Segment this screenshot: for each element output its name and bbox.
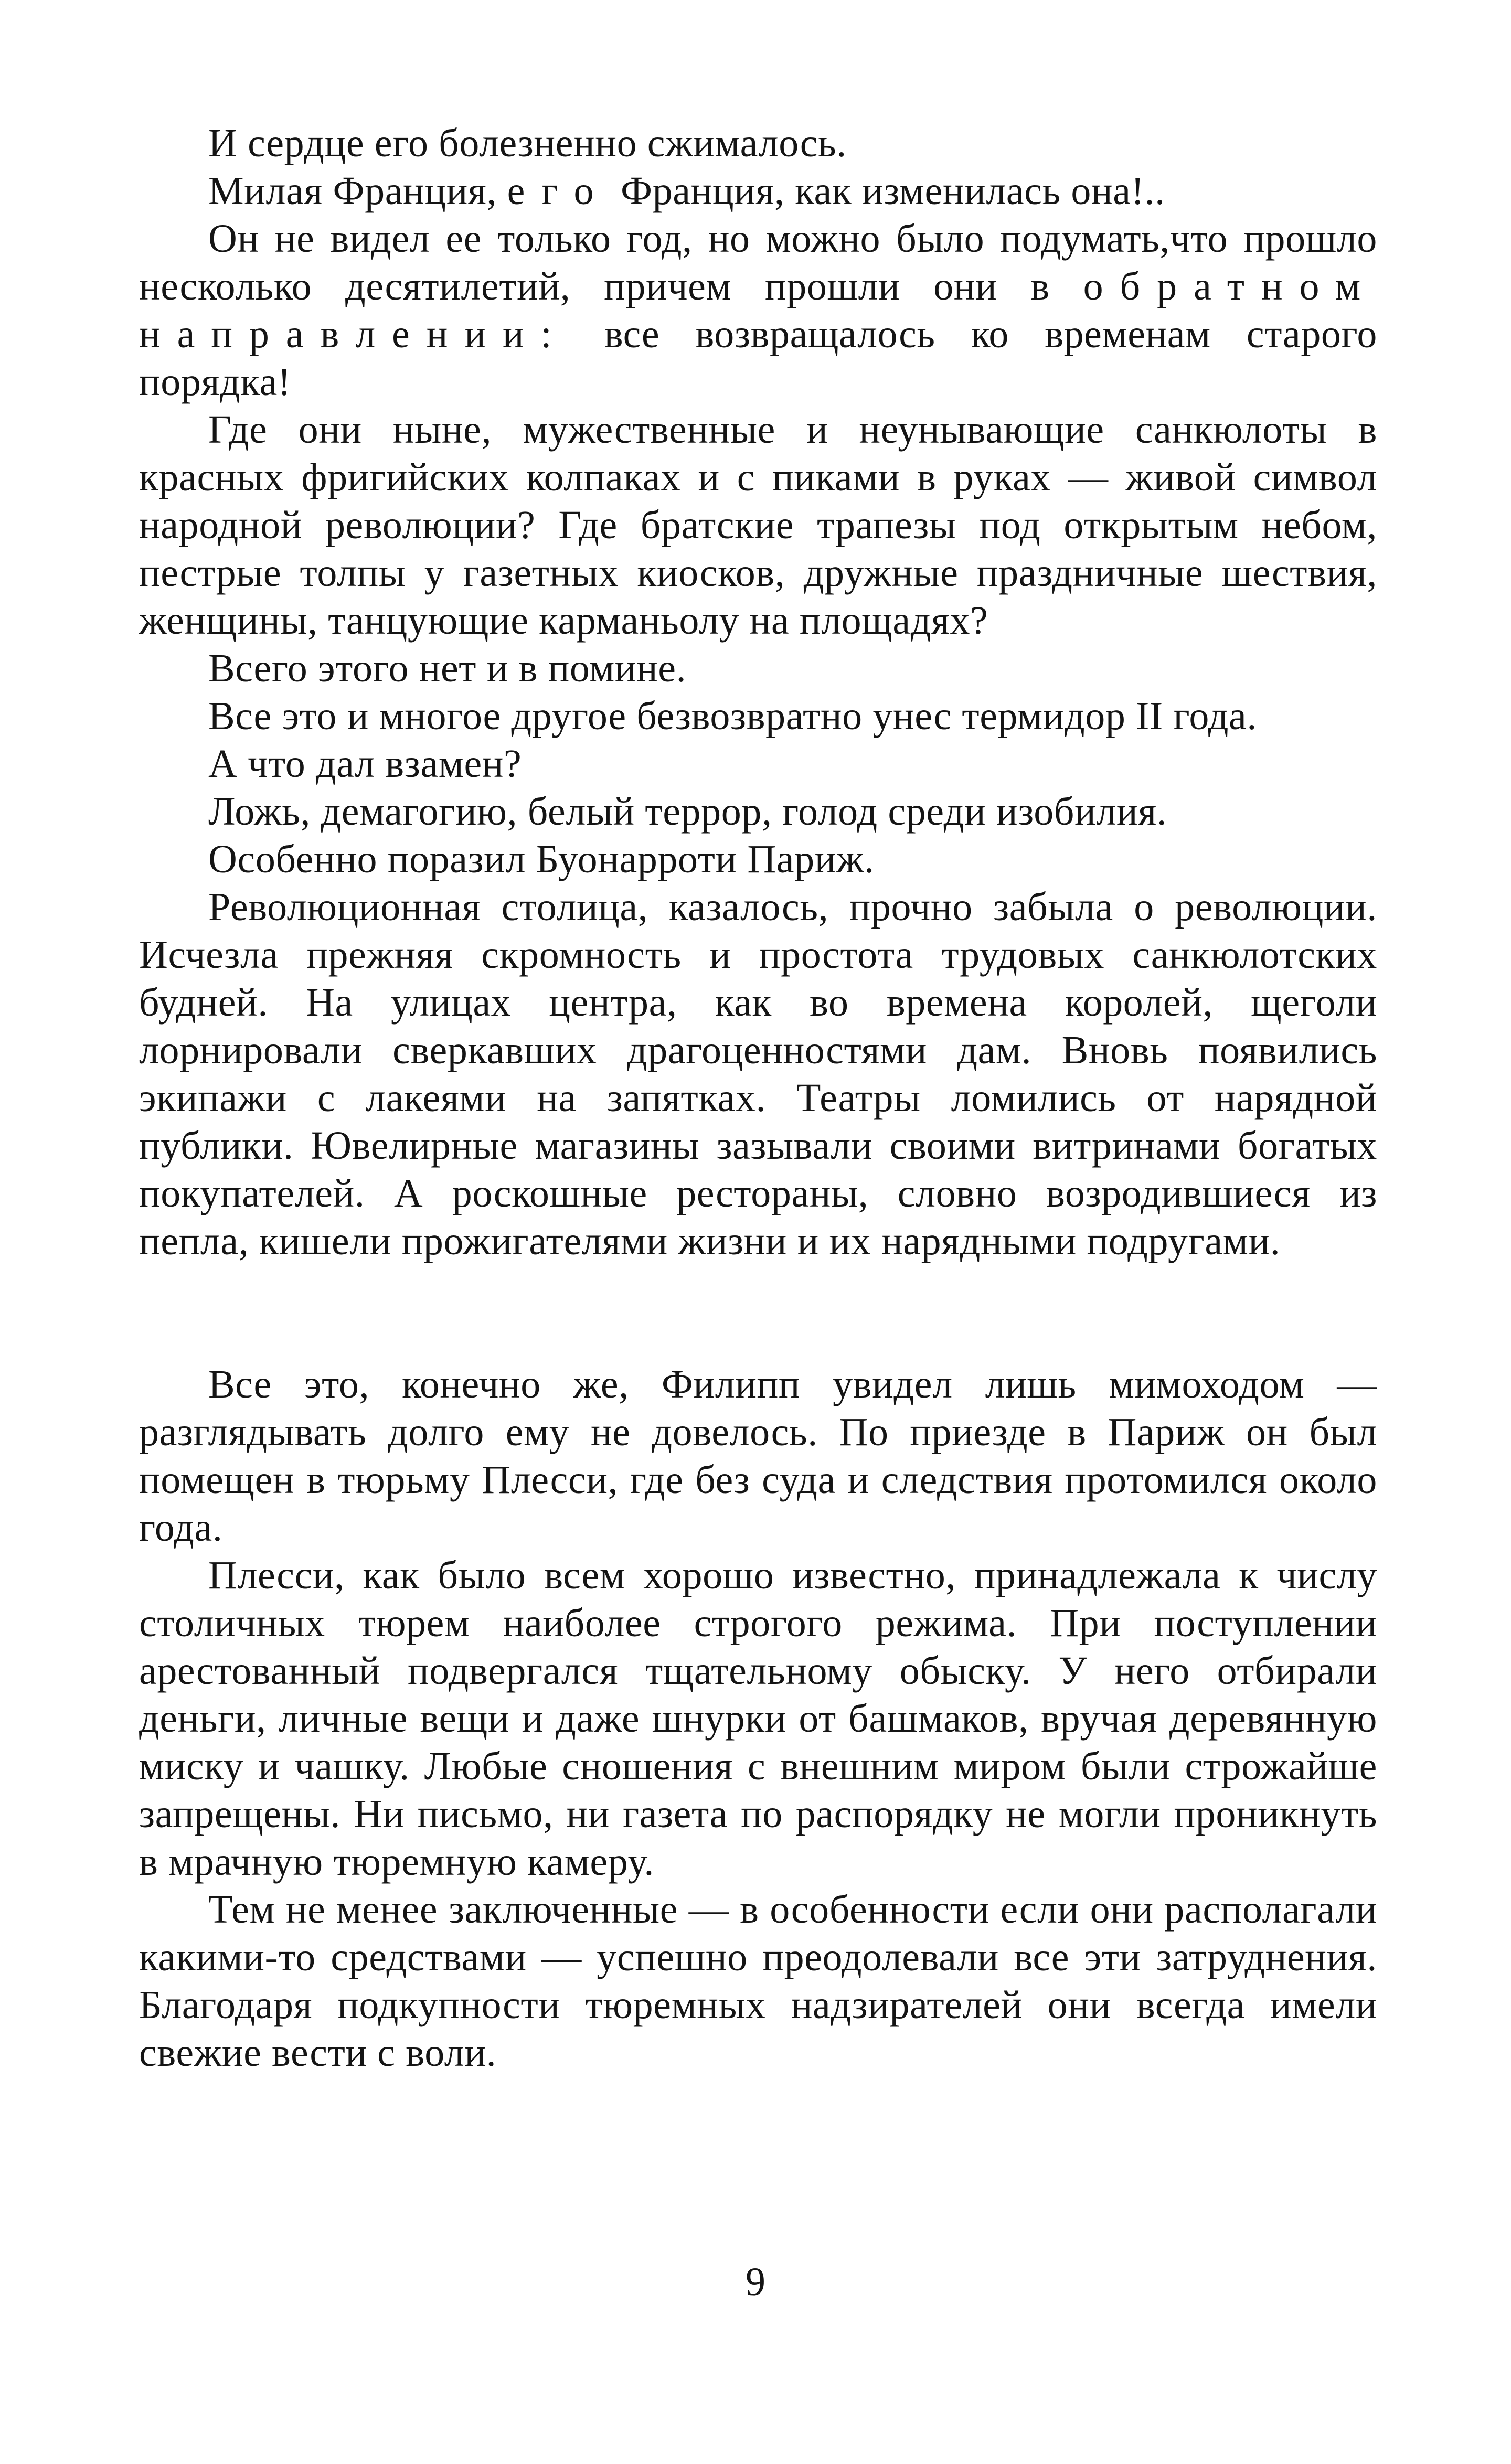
spaced-emphasis: обратном направлении: [139, 264, 1377, 356]
paragraph: Где они ныне, мужественные и неунывающие санкюлоты в красных фригийских колпаках и с пиками в руках — живой символ народной революции? Где братские трапезы под открытым небом, пестрые толпы у газетных киосков, дружные праздничные шествия, женщины, танцующие карманьолу на площадях? [139, 408, 1377, 643]
paragraph: Плесси, как было всем хорошо известно, принадлежала к числу столичных тюрем наиболее строгого режима. При поступлении арестованный подвергался тщательному обыску. У него отбирали деньги, личные вещи и даже шнурки от башмаков, вручая деревянную миску и чашку. Любые сношения с внешним миром были строжайше запрещены. Ни письмо, ни газета по распорядку не могли проникнуть в мрачную тюремную камеру. [139, 1553, 1377, 1884]
paragraph: Милая Франция, его Франция, как изменилась она!.. [208, 169, 1165, 213]
paragraph: Особенно поразил Буонарроти Париж. [208, 837, 875, 881]
paragraph: Тем не менее заключенные — в особенности если они располагали какими-то средствами — успешно преодолевали все эти затруднения. Благодаря подкупности тюремных надзирателей они всегда имели свежие вести с воли. [139, 1887, 1377, 2075]
page-number: 9 [746, 2260, 765, 2304]
paragraph: Революционная столица, казалось, прочно забыла о революции. Исчезла прежняя скромность и простота трудовых санкюлотских будней. На улицах центра, как во времена королей, щеголи лорнировали сверкавших драгоценностями дам. Вновь появились экипажи с лакеями на запятках. Театры ломились от нарядной публики. Ювелирные магазины зазывали своими витринами богатых покупателей. А роскошные рестораны, словно возродившиеся из пепла, кишели прожигателями жизни и их нарядными подругами. [139, 885, 1377, 1263]
paragraph: Он не видел ее только год, но можно было подумать,что прошло несколько десятилетий, причем прошли они в обратном направлении: все возвращалось ко временам старого порядка! [139, 217, 1377, 404]
paragraph: А что дал взамен? [208, 742, 522, 786]
page-body [139, 120, 1377, 2077]
paragraph: Всего этого нет и в помине. [208, 646, 687, 690]
paragraph: Ложь, демагогию, белый террор, голод среди изобилия. [208, 790, 1167, 834]
text-section-1 [139, 120, 1377, 1265]
text-section-2 [139, 1361, 1377, 2077]
paragraph: Все это и многое другое безвозвратно унес термидор II года. [208, 694, 1257, 738]
paragraph: Все это, конечно же, Филипп увидел лишь мимоходом — разглядывать долго ему не довелось. По приезде в Париж он был помещен в тюрьму Плесси, где без суда и следствия протомился около года. [139, 1362, 1377, 1550]
paragraph: И сердце его болезненно сжималось. [208, 121, 847, 165]
spaced-emphasis: его [507, 169, 611, 213]
